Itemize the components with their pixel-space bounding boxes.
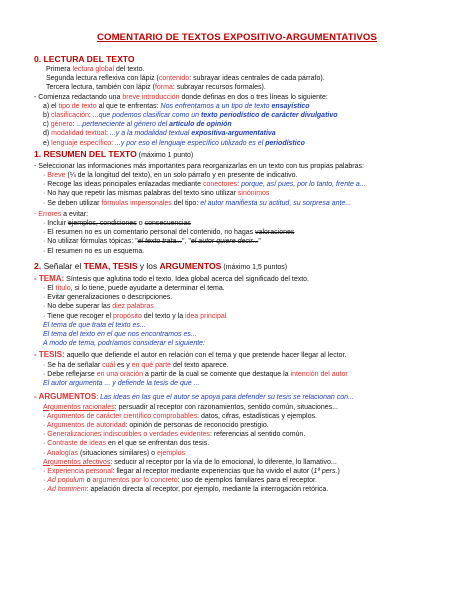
- racional-5: · Analogías (situaciones similares) o ejemplos: [43, 449, 186, 457]
- tema-formula-3: A modo de tema, podríamos considerar el siguiente:: [43, 340, 205, 348]
- s1-line-5: · Se deben utilizar fórmulas impersonales del tipo: el autor manifiesta su actitud, su sorpresa ante...: [43, 199, 352, 207]
- racional-4: · Contraste de ideas en el que se enfrentan dos tesis.: [43, 440, 210, 448]
- tema-definition: - TEMA: Síntesis que aglutina todo el texto. Idea global acerca del significado del texto.: [34, 273, 309, 283]
- tesis-definition: - TESIS: aquello que defiende el autor en relación con el tema y que pretende hacer llegar al lector.: [34, 350, 347, 360]
- s0-item-d: d) modalidad textual: ...y a la modalidad textual expositiva-argumentativa: [43, 130, 276, 138]
- s0-item-b: b) clasificación: ...que podemos clasificar como un texto periodístico de carácter divulgativo: [43, 112, 338, 120]
- tema-line-1: · El título, si lo tiene, puede ayudarte a determinar el tema.: [43, 285, 225, 293]
- tema-line-3: · No debe superar las diez palabras: [43, 303, 154, 311]
- section-1-heading: 1. RESUMEN DEL TEXTO (máximo 1 punto): [34, 148, 194, 159]
- tema-formula-1: El tema de que trata el texto es...: [43, 321, 146, 329]
- s0-line-3: Tercera lectura, también con lápiz (forma: subrayar recursos formales).: [46, 84, 266, 92]
- s0-item-a: a) el tipo de texto al que te enfrentas: Nos enfrentamos a un tipo de texto ensayístico: [43, 102, 310, 110]
- s1-line-2: · Breve (¼ de la longitud del texto), en un solo párrafo y en presente de indicativo.: [43, 172, 298, 180]
- s1-error-4: · El resumen no es un esquema.: [43, 247, 145, 255]
- s1-line-1: - Seleccionar las informaciones más importantes para reorganizarlas en un texto con tus propias palabras:: [34, 162, 364, 170]
- s0-item-c: c) género: ...perteneciente al género del artículo de opinión: [43, 121, 232, 129]
- s0-line-1: Primera lectura global del texto.: [46, 66, 145, 73]
- argumentos-racionales: Argumentos racionales: persuadir al receptor con razonamientos, sentido común, situaciones...: [43, 403, 338, 411]
- argumentos-definition: - ARGUMENTOS: Las ideas en las que el autor se apoya para defender su tesis se relacionan con...: [34, 392, 354, 402]
- argumentos-afectivos: Argumentos afectivos: seducir al receptor por la vía de lo emocional, lo diferente, lo llamativo...: [43, 458, 337, 466]
- tema-formula-2: El tema del texto en el que nos encontramos es...: [43, 331, 197, 339]
- s1-errors-heading: - Errores a evitar:: [34, 210, 89, 218]
- s1-error-3: · No utilizar fórmulas tópicas: "el texto trata...", "el autor quiere decir...": [43, 238, 261, 246]
- afectivo-1: · Experiencia personal: llegar al receptor mediante experiencias que ha vivido el autor (1ª pers.): [43, 467, 340, 475]
- s1-error-2: · El resumen no es un comentario personal del contenido, no hagas valoraciones: [43, 229, 295, 237]
- document-title: COMENTARIO DE TEXTOS EXPOSITIVO-ARGUMENTATIVOS: [97, 32, 377, 43]
- tema-line-2: · Evitar generalizaciones o descripciones.: [43, 294, 173, 302]
- s0-item-e: e) lenguaje específico: ...y por eso el lenguaje específico utilizado es el periodístico: [43, 139, 305, 147]
- s1-line-3: · Recoge las ideas principales enlazadas mediante conectores: porque, así pues, por lo tanto, frente a...: [43, 181, 366, 189]
- tesis-line-2: · Debe reflejarse en una oración a partir de la cual se comente que destaque la intención del autor: [43, 370, 348, 378]
- s1-line-4: · No hay que repetir las mismas palabras del texto sino utilizar sinónimos: [43, 190, 270, 198]
- racional-3: · Generalizaciones indiscutibles o verdades evidentes: referencias al sentido común.: [43, 431, 306, 439]
- tesis-formula: El autor argumenta ... y defiende la tesis de que ...: [43, 380, 200, 388]
- section-0-heading: 0. LECTURA DEL TEXTO: [34, 54, 135, 64]
- racional-1: · Argumentos de carácter científico comprobables: datos, cifras, estadísticas y ejemplos.: [43, 412, 317, 420]
- s1-error-1: · Incluir ejemplos, condiciones o consecuencias: [43, 220, 191, 228]
- tesis-line-1: · Se ha de señalar cuál es y en qué parte del texto aparece.: [43, 361, 229, 369]
- tema-line-4: · Tiene que recoger el propósito del texto y la idea principal: [43, 312, 227, 320]
- racional-2: · Argumentos de autoridad: opinión de personas de reconocido prestigio.: [43, 421, 269, 429]
- section-2-heading: 2. Señalar el TEMA, TESIS y los ARGUMENTOS (máximo 1,5 puntos): [34, 260, 288, 271]
- afectivo-2: · Ad populum o argumentos por lo concreto: uso de ejemplos familiares para el receptor.: [43, 477, 317, 485]
- s0-line-2: Segunda lectura reflexiva con lápiz (contenido: subrayar ideas centrales de cada párrafo).: [46, 75, 325, 83]
- afectivo-3: · Ad hominem: apelación directa al receptor, por ejemplo, mediante la interrogación retórica.: [43, 486, 329, 494]
- s0-intro-line: - Comienza redactando una breve introducción donde definas en dos o tres líneas lo siguiente:: [34, 93, 328, 101]
